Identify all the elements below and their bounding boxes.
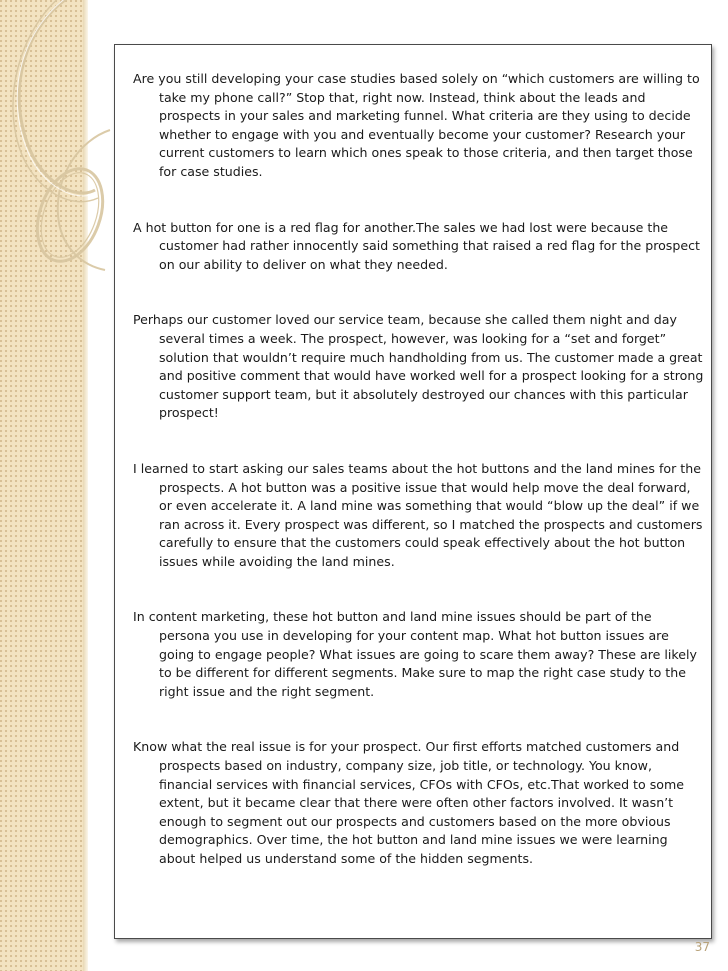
paragraph-hot-buttons-land-mines: I learned to start asking our sales teams about the hot buttons and the land mines for the prospects. A hot button was a positive issue that would help move the deal forward, or even accelerate it. A land mine was something that would “blow up the deal” if we ran across it. Every prospect was different, so I matched the prospects and customers carefully to ensure that the customers could speak effectively about the hot button issues while avoiding the land mines. [133, 460, 703, 569]
paragraph-case-studies: Are you still developing your case studies based solely on “which customers are willing to take my phone call?” Stop that, right now. Instead, think about the leads and prospects in your sales and marketing funnel. What criteria are they using to decide whether to engage with you and eventually become your customer? Research your current customers to learn which ones speak to those criteria, and then target those for case studies. [133, 71, 700, 179]
slide-body-text [133, 70, 705, 906]
paragraph-service-team-example: Perhaps our customer loved our service team, because she called them night and day several times a week. The prospect, however, was looking for a “set and forget” solution that wouldn’t require much handholding from us. The customer made a great and positive comment that would have worked well for a prospect looking for a strong customer support team, but it absolutely destroyed our chances with this particular prospect! [133, 312, 704, 421]
page-number: 37 [694, 940, 710, 954]
paragraph-hot-button-red-flag: A hot button for one is a red flag for another.The sales we had lost were because the customer had rather innocently said something that raised a red flag for the prospect on our ability to deliver on what they needed. [133, 219, 700, 272]
paragraph-content-marketing-persona: In content marketing, these hot button and land mine issues should be part of the persona you use in developing for your content map. What hot button issues are going to engage people? What issues are going to scare them away? These are likely to be different for different segments. Make sure to map the right case study to the right issue and the right segment. [133, 609, 697, 699]
paragraph-real-issue: Know what the real issue is for your prospect. Our first efforts matched customers and prospects based on industry, company size, job title, or technology. You know, financial services with financial services, CFOs with CFOs, etc.That worked to some extent, but it became clear that there were often other factors involved. It wasn’t enough to segment out our prospects and customers based on the more obvious demographics. Over time, the hot button and land mine issues we were learning about helped us understand some of the hidden segments. [133, 739, 684, 866]
